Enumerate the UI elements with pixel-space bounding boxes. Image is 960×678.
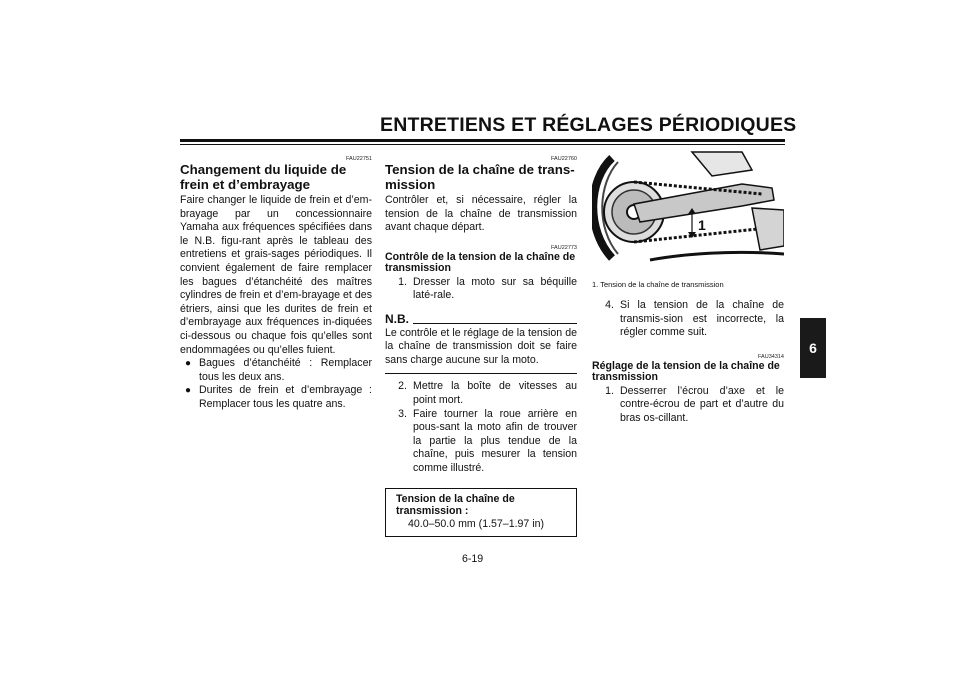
list-item: [180, 357, 372, 384]
section-heading: Changement du liquide de frein et d’embrayage: [180, 162, 347, 192]
reference-code: FAU34314: [758, 353, 784, 360]
column-chain-tension: [385, 150, 577, 537]
step-text: Dresser la moto sur sa béquille laté-rale.: [413, 275, 577, 302]
step-item: [592, 299, 784, 340]
note-end-rule: [385, 373, 577, 374]
step-item: [592, 385, 784, 426]
body-paragraph: Faire changer le liquide de frein et d’em-brayage par un concessionnaire Yamaha aux fréquences spécifiées dans le N.B. figu-rant après le tableau des entretiens et grais-sages périodiques. Il convient également de faire remplacer les bagues d’étanchéité des maîtres cylindres de frein et d’em-brayage et des étriers, ainsi que les durites de frein et d’embrayage aux fréquences in-diquées ci-dessous ou chaque fois qu’elles sont endommagées ou qu’elles fuient.: [180, 194, 372, 356]
reference-code: FAU22760: [551, 156, 577, 162]
step-item: [385, 380, 577, 407]
step-text: Faire tourner la roue arrière en pous-sant la moto afin de trouver la partie la plus tendue de la chaîne, puis mesurer la tension comme illustré.: [413, 407, 577, 474]
figure-callout: 1: [698, 217, 706, 233]
chain-illustration: [592, 150, 784, 270]
bullet-icon: ●: [185, 385, 192, 397]
chapter-tab: 6: [800, 318, 826, 378]
step-number: 4.: [605, 299, 614, 311]
note-rule: [413, 323, 577, 324]
note-label: N.B.: [385, 311, 409, 326]
reference-code: FAU22751: [346, 156, 372, 162]
step-item: [385, 276, 577, 303]
step-text: Si la tension de la chaîne de transmis-sion est incorrecte, la régler comme suit.: [620, 299, 784, 339]
page-number: 6-19: [462, 553, 484, 565]
list-item-text: Durites de frein et d’embrayage : Remplacer tous les quatre ans.: [199, 384, 372, 410]
step-number: 2.: [398, 380, 407, 393]
step-number: 1.: [398, 275, 407, 288]
list-item-text: Bagues d’étanchéité : Remplacer tous les deux ans.: [199, 357, 372, 383]
subsection-heading: Contrôle de la tension de la chaîne de transmission: [385, 250, 576, 275]
spec-value: 40.0–50.0 mm (1.57–1.97 in): [408, 517, 545, 530]
header-rule-thin: [180, 144, 785, 145]
step-number: 3.: [398, 407, 407, 420]
note-text: Le contrôle et le réglage de la tension de la chaîne de transmission doit se faire sans charge aucune sur la moto.: [385, 326, 577, 366]
subsection-heading: Réglage de la tension de la chaîne de transmission: [592, 359, 780, 384]
reference-code: FAU22773: [551, 244, 577, 251]
section-heading: Tension de la chaîne de trans-mission: [385, 162, 575, 192]
header-rule: [180, 139, 785, 142]
step-text: Desserrer l’écrou d’axe et le contre-écrou de part et d’autre du bras os-cillant.: [620, 384, 784, 424]
list-item: [180, 384, 372, 411]
page-title: ENTRETIENS ET RÉGLAGES PÉRIODIQUES: [380, 114, 797, 136]
specification-box: [385, 488, 577, 538]
step-number: 1.: [605, 384, 614, 397]
column-brake-fluid: [180, 150, 372, 412]
column-chain-adjust: [592, 150, 784, 426]
step-text: Mettre la boîte de vitesses au point mort.: [413, 380, 577, 406]
body-paragraph: Contrôler et, si nécessaire, régler la tension de la chaîne de transmission avant chaque départ.: [385, 194, 577, 234]
spec-label: Tension de la chaîne de transmission :: [396, 492, 515, 517]
motorcycle-chain-drawing: [592, 150, 784, 270]
note-title: [385, 313, 577, 327]
figure-caption: 1. Tension de la chaîne de transmission: [592, 280, 724, 289]
step-item: [385, 408, 577, 476]
bullet-icon: ●: [185, 358, 192, 370]
